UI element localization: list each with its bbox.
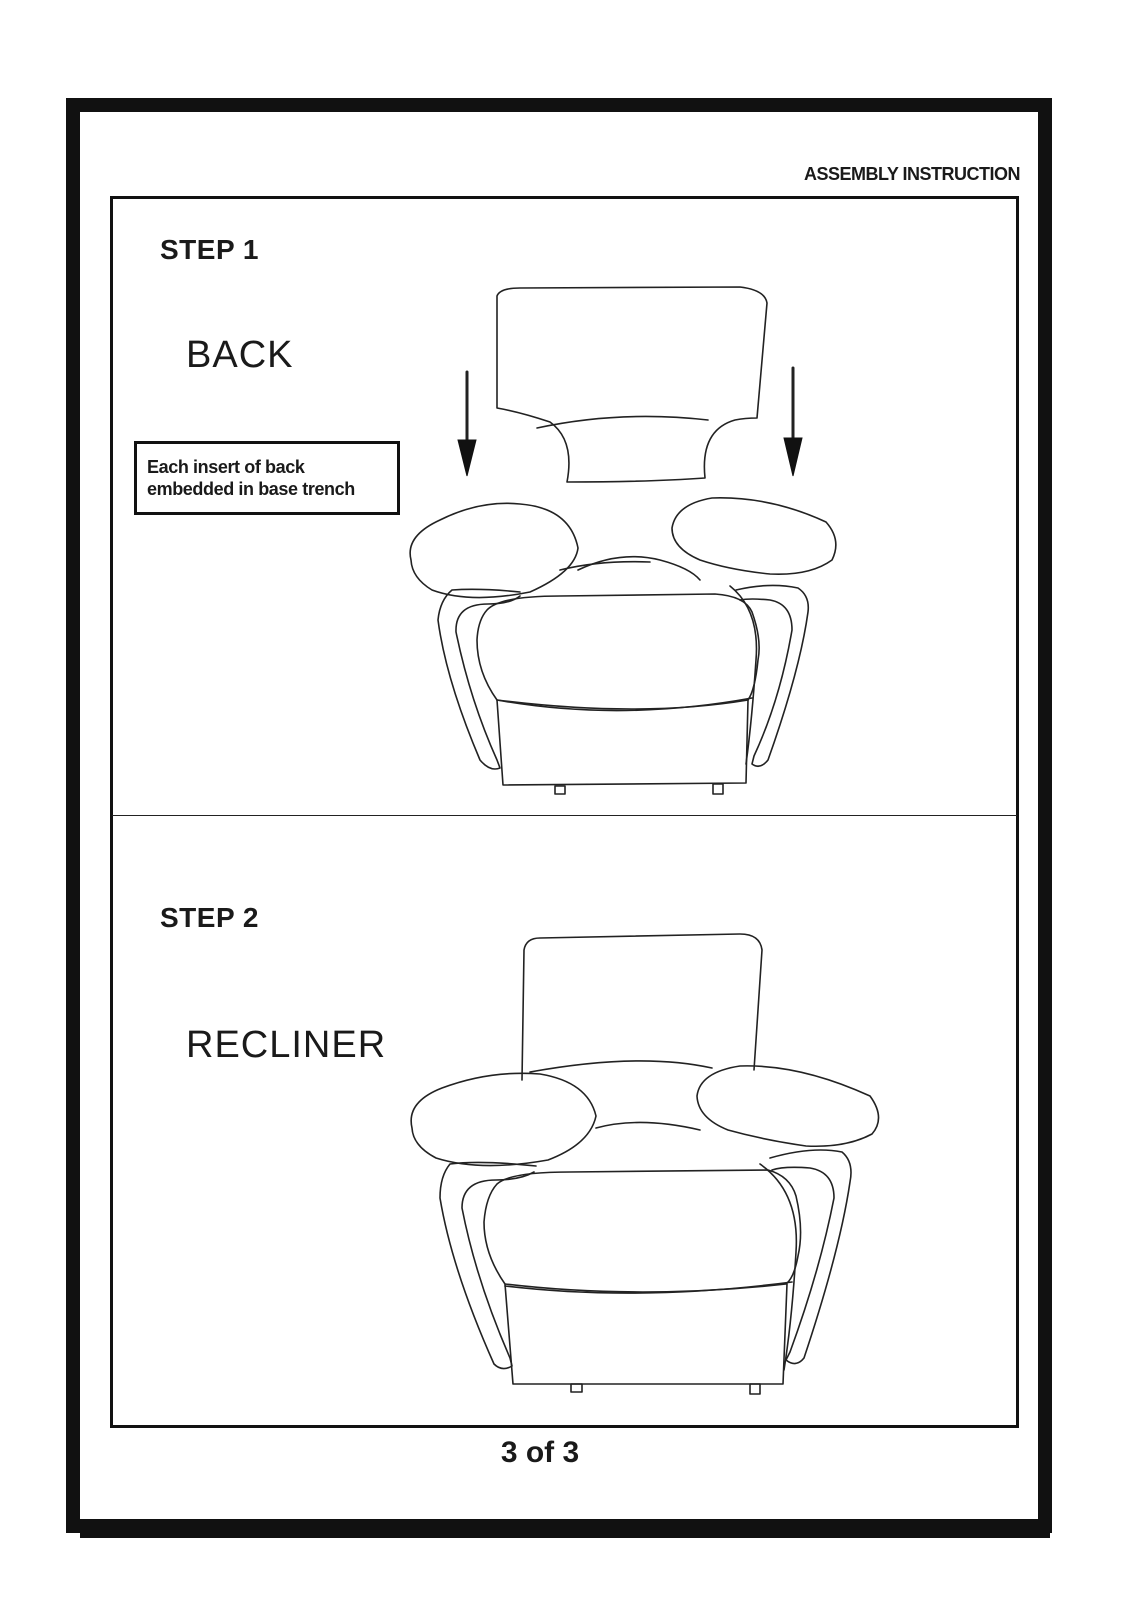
note-line-2: embedded in base trench bbox=[147, 479, 355, 499]
page-number: 3 of 3 bbox=[500, 1436, 580, 1469]
note-line-1: Each insert of back bbox=[147, 457, 305, 477]
assembled-recliner-drawing bbox=[411, 934, 878, 1394]
step-2-part-label: RECLINER bbox=[186, 1024, 387, 1066]
step-2-label: STEP 2 bbox=[160, 902, 259, 933]
step-1-label: STEP 1 bbox=[160, 234, 259, 265]
step-1-part-label: BACK bbox=[186, 334, 294, 376]
document-title: ASSEMBLY INSTRUCTION bbox=[803, 164, 1020, 184]
